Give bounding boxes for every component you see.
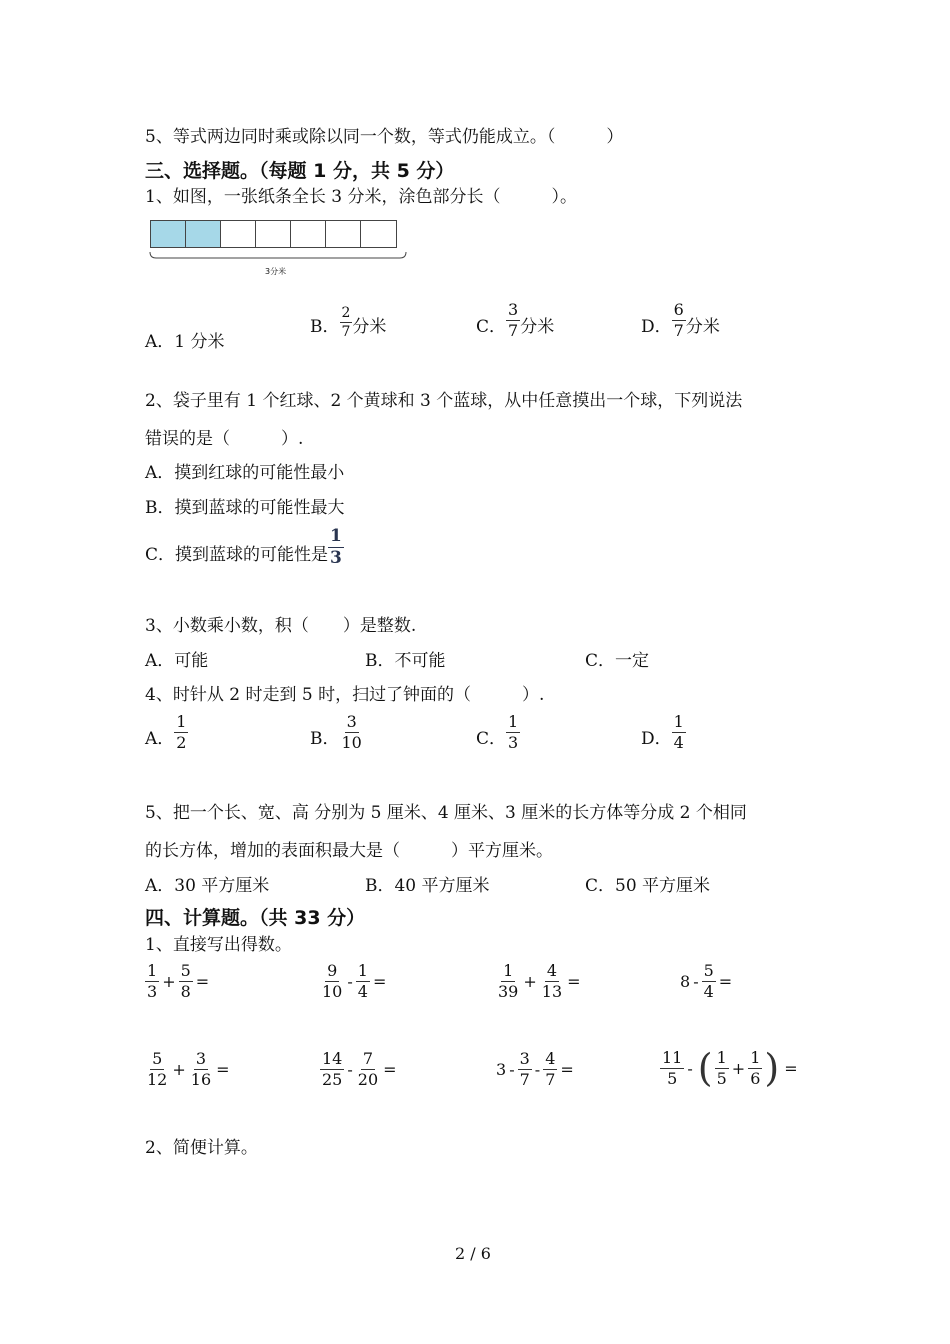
calc-expression-1 — [145, 963, 212, 1000]
right-parenthesis: ) — [764, 1046, 780, 1090]
numerator: 2 — [341, 305, 351, 321]
choice-q2-text-line1: 2、袋子里有 1 个红球、2 个黄球和 3 个蓝球，从中任意摸出一个球，下列说法 — [145, 391, 743, 411]
option-fraction — [506, 714, 520, 751]
fraction — [179, 963, 193, 1000]
numerator: 14 — [322, 1049, 343, 1068]
numerator: 7 — [362, 1049, 374, 1068]
option-fraction — [174, 714, 188, 751]
denominator: 5 — [716, 1068, 727, 1088]
q2-option-a[interactable]: A．摸到红球的可能性最小 — [145, 463, 345, 483]
q3-option-b[interactable]: B．不可能 — [365, 651, 446, 671]
denominator: 3 — [147, 982, 158, 1001]
fraction — [748, 1047, 762, 1088]
equals-sign: = — [718, 972, 733, 991]
denominator: 25 — [322, 1070, 343, 1089]
denominator: 4 — [357, 982, 368, 1001]
option-fraction — [672, 714, 686, 751]
equals-sign: = — [560, 1060, 574, 1079]
numerator: 4 — [546, 961, 558, 980]
operator: + — [731, 1058, 746, 1078]
fraction — [356, 1051, 380, 1088]
q4-option-d[interactable] — [641, 714, 686, 751]
denominator: 4 — [703, 982, 714, 1001]
option-letter: A． — [145, 729, 175, 749]
operator: - — [687, 1058, 693, 1078]
denominator: 4 — [673, 733, 684, 752]
denominator: 7 — [341, 324, 351, 340]
denominator: 3 — [508, 733, 519, 752]
strip-cell — [221, 221, 256, 247]
option-letter: C． — [476, 729, 507, 749]
option-fraction — [340, 306, 353, 339]
operator: + — [162, 972, 176, 991]
strip-brace — [148, 250, 408, 262]
choice-q5-text-line1: 5、把一个长、宽、高 分别为 5 厘米、4 厘米、3 厘米的长方体等分成 2 个相同 — [145, 803, 747, 823]
equals-sign: = — [195, 972, 210, 991]
equals-sign: = — [372, 972, 387, 991]
option-unit: 分米 — [685, 317, 720, 337]
numerator: 1 — [503, 961, 514, 980]
numerator: 1 — [176, 712, 187, 731]
strip-cell — [256, 221, 291, 247]
equals-sign: = — [567, 972, 581, 991]
choice-q5-text-line2: 的长方体，增加的表面积最大是（ ）平方厘米。 — [145, 841, 553, 861]
denominator: 7 — [545, 1070, 556, 1089]
q2-option-c[interactable] — [145, 528, 344, 567]
option-letter: A． — [145, 332, 175, 352]
choice-q2-text-line2: 错误的是（ ）. — [145, 429, 304, 449]
strip-cell — [291, 221, 326, 247]
numerator: 1 — [330, 526, 342, 546]
numerator: 6 — [673, 300, 684, 319]
option-unit: 分米 — [352, 317, 387, 337]
q1-option-c[interactable] — [476, 302, 554, 339]
q3-option-a[interactable]: A．可能 — [145, 651, 209, 671]
fraction — [145, 1051, 169, 1088]
q4-option-c[interactable] — [476, 714, 520, 751]
denominator: 7 — [673, 321, 684, 340]
q5-option-b[interactable]: B．40 平方厘米 — [365, 876, 490, 896]
numerator: 1 — [716, 1047, 727, 1067]
option-text: C．摸到蓝球的可能性是 — [145, 545, 329, 565]
calc-expression-5 — [145, 1051, 233, 1088]
choice-q1-text: 1、如图，一张纸条全长 3 分米，涂色部分长（ ）。 — [145, 187, 577, 207]
option-letter: C． — [476, 317, 507, 337]
fraction — [145, 963, 159, 1000]
option-letter: D． — [641, 729, 672, 749]
fraction — [702, 963, 716, 1000]
numerator: 5 — [703, 961, 714, 980]
fraction — [320, 963, 344, 1000]
calc-expression-6 — [320, 1051, 400, 1088]
q1-option-d[interactable] — [641, 302, 720, 339]
numerator: 1 — [147, 961, 158, 980]
numerator: 3 — [195, 1049, 207, 1068]
whole-number: 8 — [680, 972, 691, 991]
numerator: 1 — [508, 712, 519, 731]
fraction — [715, 1047, 729, 1088]
denominator: 3 — [330, 548, 342, 568]
strip-cell-shaded — [186, 221, 221, 247]
option-fraction — [506, 302, 520, 339]
equals-sign: = — [383, 1060, 397, 1079]
operator: - — [534, 1060, 541, 1079]
option-text: 1 分米 — [174, 332, 225, 352]
denominator: 6 — [750, 1068, 761, 1088]
option-fraction — [672, 302, 686, 339]
strip-cell-shaded — [151, 221, 186, 247]
operator: - — [347, 972, 353, 991]
numerator: 3 — [519, 1049, 530, 1068]
denominator: 20 — [357, 1070, 379, 1089]
calc-expression-8 — [660, 1046, 801, 1090]
denominator: 8 — [180, 982, 191, 1001]
equals-sign: = — [784, 1058, 798, 1078]
numerator: 1 — [673, 712, 684, 731]
left-parenthesis: ( — [697, 1046, 713, 1090]
choice-q4-text: 4、时针从 2 时走到 5 时，扫过了钟面的（ ）. — [145, 685, 545, 705]
paper-strip-diagram — [150, 220, 397, 248]
option-fraction — [328, 528, 344, 567]
calc-q1-text: 1、直接写出得数。 — [145, 935, 292, 955]
judge-q5: 5、等式两边同时乘或除以同一个数，等式仍能成立。（ ） — [145, 127, 624, 147]
fraction — [320, 1051, 344, 1088]
operator: - — [693, 972, 699, 991]
denominator: 7 — [519, 1070, 530, 1089]
numerator: 3 — [508, 300, 519, 319]
denominator: 12 — [147, 1070, 168, 1089]
numerator: 5 — [152, 1049, 163, 1068]
denominator: 10 — [322, 982, 343, 1001]
q4-option-a[interactable] — [145, 714, 188, 751]
denominator: 13 — [541, 982, 563, 1001]
calc-q2-text: 2、简便计算。 — [145, 1138, 258, 1158]
denominator: 16 — [190, 1070, 212, 1089]
option-letter: B． — [310, 317, 340, 337]
denominator: 10 — [341, 733, 362, 752]
calc-expression-4 — [680, 963, 735, 1000]
q1-option-b[interactable] — [310, 306, 386, 339]
fraction — [496, 963, 520, 1000]
q5-option-a[interactable]: A．30 平方厘米 — [145, 876, 270, 896]
strip-length-label: 3分米 — [265, 267, 287, 276]
q3-option-c[interactable]: C．一定 — [585, 651, 650, 671]
q4-option-b[interactable] — [310, 714, 364, 751]
calc-expression-7 — [496, 1051, 577, 1088]
fraction — [543, 1051, 557, 1088]
fraction — [189, 1051, 213, 1088]
choice-q3-text: 3、小数乘小数，积（ ）是整数. — [145, 616, 417, 636]
equals-sign: = — [216, 1060, 230, 1079]
q1-option-a[interactable] — [145, 327, 225, 352]
option-unit: 分米 — [520, 317, 555, 337]
q2-option-b[interactable]: B．摸到蓝球的可能性最大 — [145, 498, 345, 518]
operator: + — [523, 972, 537, 991]
numerator: 11 — [662, 1047, 683, 1067]
numerator: 1 — [357, 961, 368, 980]
fraction — [540, 963, 564, 1000]
denominator: 39 — [498, 982, 519, 1001]
numerator: 1 — [750, 1047, 761, 1067]
numerator: 9 — [327, 961, 338, 980]
whole-number: 3 — [496, 1060, 507, 1079]
numerator: 4 — [545, 1049, 556, 1068]
option-letter: B． — [310, 729, 340, 749]
operator: - — [509, 1060, 515, 1079]
numerator: 5 — [180, 961, 191, 980]
denominator: 7 — [508, 321, 519, 340]
fraction — [518, 1051, 532, 1088]
strip-cell — [361, 221, 396, 247]
operator: + — [172, 1060, 186, 1079]
numerator: 3 — [346, 712, 357, 731]
operator: - — [347, 1060, 353, 1079]
denominator: 2 — [176, 733, 187, 752]
strip-cell — [326, 221, 361, 247]
fraction — [356, 963, 370, 1000]
option-letter: D． — [641, 317, 672, 337]
q5-option-c[interactable]: C．50 平方厘米 — [585, 876, 711, 896]
page-number: 2 / 6 — [455, 1244, 491, 1263]
calc-expression-3 — [496, 963, 584, 1000]
option-fraction — [340, 714, 364, 751]
section-heading-choice: 三、选择题。（每题 1 分，共 5 分） — [145, 160, 455, 182]
denominator: 5 — [667, 1068, 678, 1088]
section-heading-calculation: 四、计算题。（共 33 分） — [145, 907, 366, 929]
fraction — [660, 1047, 684, 1088]
calc-expression-2 — [320, 963, 389, 1000]
